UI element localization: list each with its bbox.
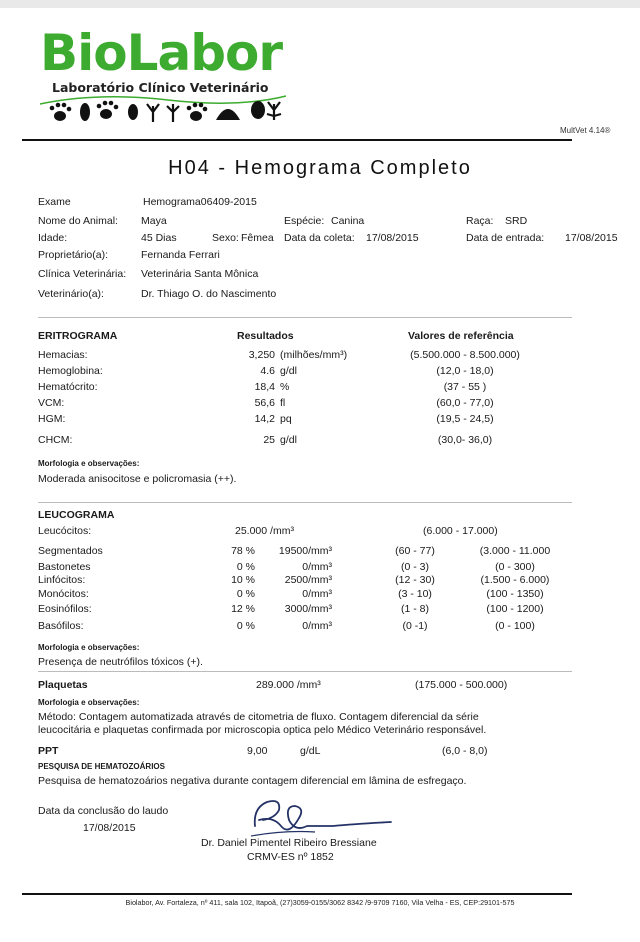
plaquetas-morph-label: Morfologia e observações: (38, 698, 140, 707)
row-name: CHCM: (38, 434, 73, 446)
conclusion-label: Data da conclusão do laudo (38, 805, 169, 817)
exame-value: Hemograma06409-2015 (143, 196, 257, 208)
row-percent: 10 % (231, 574, 255, 586)
exame-label: Exame (38, 196, 71, 208)
row-percent: 12 % (231, 603, 255, 615)
row-value: 18,4 (254, 381, 275, 393)
row-percent: 0 % (236, 620, 255, 632)
row-reference: (12,0 - 18,0) (436, 365, 494, 377)
row-reference-percent: (60 - 77) (395, 545, 435, 557)
row-absolute: 0/mm³ (302, 588, 332, 600)
row-reference-percent: (0 -1) (402, 620, 428, 632)
idade-value: 45 Dias (141, 232, 177, 244)
footer-divider (22, 893, 572, 895)
raca-label: Raça: (466, 215, 494, 227)
clinica-value: Veterinária Santa Mônica (141, 268, 259, 280)
leucocitos-label: Leucócitos: (38, 525, 92, 537)
version-label: MultVet 4.14® (560, 126, 611, 135)
idade-label: Idade: (38, 232, 68, 244)
row-reference-absolute: (0 - 300) (495, 561, 535, 573)
section-divider (38, 502, 572, 503)
footer-address: Biolabor, Av. Fortaleza, nº 411, sala 102, Itapoã, (27)3059-0155/3062 8342 /9-9709 7160, Vila Velha - ES, CEP:29101-575 (125, 898, 515, 907)
row-value: 3,250 (248, 349, 275, 361)
hematozoarios-heading: PESQUISA DE HEMATOZOÁRIOS (38, 762, 165, 771)
row-absolute: 0/mm³ (302, 561, 332, 573)
plaquetas-label: Plaquetas (38, 679, 88, 691)
logo-title: BioLabor (40, 24, 282, 82)
ppt-ref: (6,0 - 8,0) (442, 745, 488, 757)
row-name: Hemoglobina: (38, 365, 103, 377)
row-reference: (5.500.000 - 8.500.000) (410, 349, 520, 361)
especie-value: Canina (331, 215, 365, 227)
row-absolute: 3000/mm³ (284, 603, 332, 615)
row-name: Eosinófilos: (38, 603, 92, 615)
row-name: Linfócitos: (38, 574, 86, 586)
row-value: 25 (263, 434, 275, 446)
nome-label: Nome do Animal: (38, 215, 118, 227)
row-percent: 78 % (231, 545, 255, 557)
leucograma-morph-text: Presença de neutrófilos tóxicos (+). (38, 656, 203, 668)
method-text-line1: Método: Contagem automatizada através de citometria de fluxo. Contagem diferencial da série (38, 711, 479, 723)
sexo-label: Sexo: (212, 232, 239, 244)
row-unit: % (280, 381, 290, 393)
row-reference-absolute: (100 - 1350) (486, 588, 544, 600)
plaquetas-ref: (175.000 - 500.000) (415, 679, 508, 691)
veterinario-value: Dr. Thiago O. do Nascimento (141, 288, 277, 300)
row-reference-absolute: (0 - 100) (495, 620, 535, 632)
row-percent: 0 % (236, 588, 255, 600)
reference-header: Valores de referência (408, 330, 514, 342)
row-value: 4.6 (260, 365, 275, 377)
row-name: HGM: (38, 413, 66, 425)
results-header: Resultados (237, 330, 294, 342)
row-unit: g/dl (280, 365, 297, 377)
signature-crmv: CRMV-ES nº 1852 (247, 851, 334, 863)
raca-value: SRD (505, 215, 528, 227)
entrada-value: 17/08/2015 (565, 232, 618, 244)
row-reference-percent: (3 - 10) (398, 588, 432, 600)
logo (40, 24, 282, 95)
row-reference-absolute: (3.000 - 11.000 (479, 545, 551, 557)
row-absolute: 2500/mm³ (284, 574, 332, 586)
row-unit: pq (280, 413, 292, 425)
row-name: Hemacias: (38, 349, 88, 361)
ppt-value: 9,00 (247, 745, 268, 757)
row-unit: g/dl (280, 434, 297, 446)
ppt-label: PPT (38, 745, 59, 757)
row-unit: (milhões/mm³) (280, 349, 348, 361)
nome-value: Maya (141, 215, 167, 227)
row-reference-absolute: (1.500 - 6.000) (480, 574, 550, 586)
row-reference-absolute: (100 - 1200) (486, 603, 544, 615)
row-name: Basófilos: (38, 620, 84, 632)
row-name: Bastonetes (38, 561, 91, 573)
page-title: H04 - Hemograma Completo (168, 157, 472, 179)
signature-image (245, 796, 395, 842)
conclusion-date: 17/08/2015 (83, 822, 136, 834)
row-value: 14,2 (254, 413, 275, 425)
leucograma-morph-label: Morfologia e observações: (38, 643, 140, 652)
ppt-unit: g/dL (300, 745, 321, 757)
header-divider (22, 139, 572, 141)
leucocitos-value: 25.000 /mm³ (235, 525, 294, 537)
method-text-line2: leucocitária e plaquetas confirmada por microscopia optica pelo Médico Veterinário responsável. (38, 724, 487, 736)
coleta-label: Data da coleta: (284, 232, 355, 244)
logo-subtitle: Laboratório Clínico Veterinário (52, 80, 269, 95)
section-divider (38, 317, 572, 318)
row-name: Hematócrito: (38, 381, 98, 393)
entrada-label: Data de entrada: (466, 232, 545, 244)
row-name: Segmentados (38, 545, 103, 557)
plaquetas-value: 289.000 /mm³ (256, 679, 321, 691)
leucocitos-ref: (6.000 - 17.000) (423, 525, 498, 537)
section-divider (38, 671, 572, 672)
row-percent: 0 % (236, 561, 255, 573)
row-absolute: 0/mm³ (302, 620, 332, 632)
row-reference: (37 - 55 ) (443, 381, 487, 393)
coleta-value: 17/08/2015 (366, 232, 419, 244)
row-reference-percent: (0 - 3) (400, 561, 429, 573)
row-reference: (30,0- 36,0) (437, 434, 493, 446)
especie-label: Espécie: (284, 215, 325, 227)
row-reference: (19,5 - 24,5) (436, 413, 494, 425)
eritrograma-morph-text: Moderada anisocitose e policromasia (++). (38, 473, 237, 485)
veterinario-label: Veterinário(a): (38, 288, 104, 300)
row-name: Monócitos: (38, 588, 89, 600)
paw-prints-icon (38, 90, 288, 126)
row-value: 56,6 (254, 397, 275, 409)
row-reference: (60,0 - 77,0) (436, 397, 494, 409)
leucograma-heading: LEUCOGRAMA (38, 509, 115, 521)
eritrograma-morph-label: Morfologia e observações: (38, 459, 140, 468)
proprietario-label: Proprietário(a): (38, 249, 109, 261)
row-reference-percent: (12 - 30) (395, 574, 435, 586)
row-unit: fl (280, 397, 286, 409)
hematozoarios-text: Pesquisa de hematozoários negativa durante contagem diferencial em lâmina de esfregaço. (38, 775, 467, 787)
row-name: VCM: (38, 397, 65, 409)
sexo-value: Fêmea (241, 232, 274, 244)
row-absolute: 19500/mm³ (278, 545, 332, 557)
eritrograma-heading: ERITROGRAMA (38, 330, 118, 342)
signature-name: Dr. Daniel Pimentel Ribeiro Bressiane (201, 837, 377, 849)
clinica-label: Clínica Veterinária: (38, 268, 127, 280)
row-reference-percent: (1 - 8) (400, 603, 429, 615)
top-bar (0, 0, 640, 8)
proprietario-value: Fernanda Ferrari (141, 249, 220, 261)
